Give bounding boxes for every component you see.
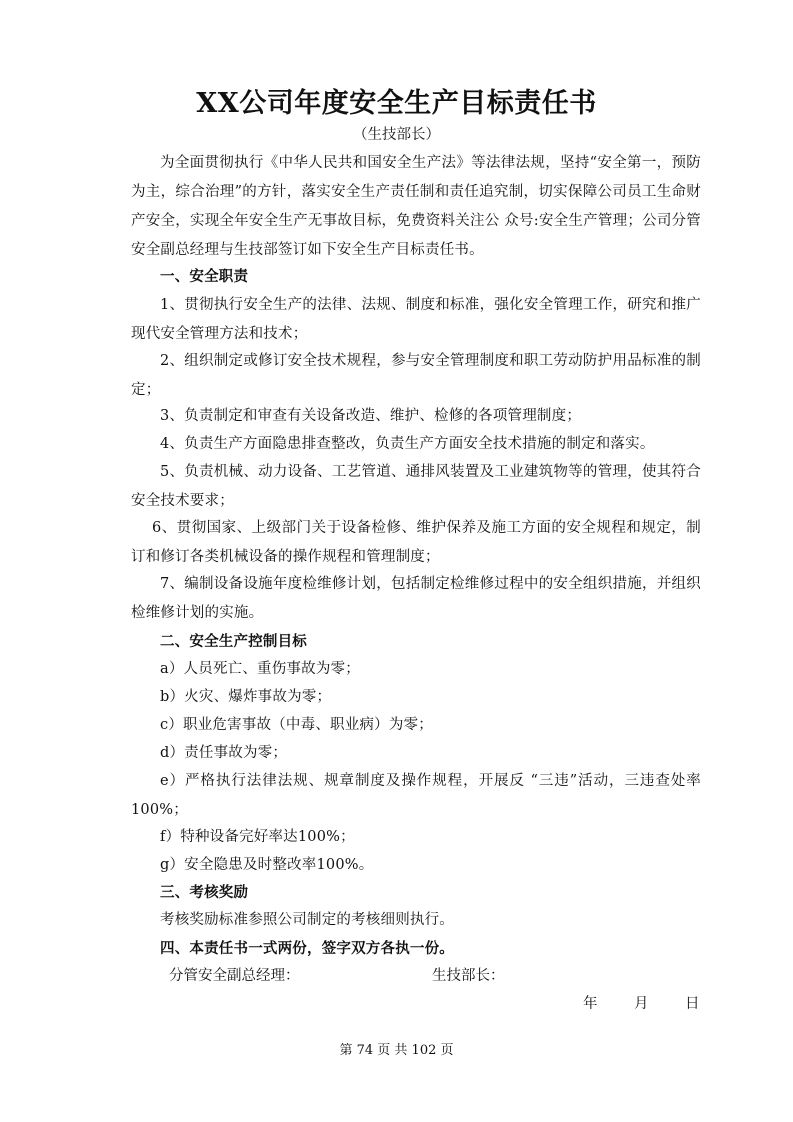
section2-item-c: c）职业危害事故（中毒、职业病）为零； [160,717,433,733]
date-month-label: 月 [634,996,649,1012]
section3-text: 考核奖励标准参照公司制定的考核细则执行。 [160,912,454,928]
section3-heading: 三、考核奖励 [160,884,249,901]
section4-heading: 四、本责任书一式两份，签字双方各执一份。 [160,940,454,957]
section1-item-5: 5、负责机械、动力设备、工艺管道、通排风装置及工业建筑物等的管理，使其符合安全技术要求； [131,464,701,509]
section2-item-f: f）特种设备完好率达100%； [160,829,355,845]
section2-item-b: b）火灾、爆炸事故为零； [160,689,332,705]
date-day-label: 日 [685,996,700,1012]
section1-item-3: 3、负责制定和审查有关设备改造、维护、检修的各项管理制度； [160,408,582,424]
section2-item-d: d）责任事故为零； [160,745,288,761]
section2-item-e: e）严格执行法律法规、规章制度及操作规程，开展反 “三违”活动，三违查处率100%； [131,773,701,818]
section1-item-1: 1、贯彻执行安全生产的法律、法规、制度和标准，强化安全管理工作，研究和推广现代安全管理方法和技术； [131,297,701,342]
page-footer: 第 74 页 共 102 页 [339,1043,454,1058]
signature-deputy-label: 分管安全副总经理： [169,968,300,984]
section1-heading: 一、安全职责 [160,268,249,285]
section1-item-2: 2、组织制定或修订安全技术规程，参与安全管理制度和职工劳动防护用品标准的制定； [131,353,701,398]
section1-item-6: 6、贯彻国家、上级部门关于设备检修、维护保养及施工方面的安全规程和规定，制订和修订各类机械设备的操作规程和管理制度； [131,520,701,565]
section1-item-4: 4、负责生产方面隐患排查整改，负责生产方面安全技术措施的制定和落实。 [160,436,655,452]
document-title: XX公司年度安全生产目标责任书 [196,88,597,119]
section2-item-a: a）人员死亡、重伤事故为零； [160,661,360,677]
signature-minister-label: 生技部长： [432,968,505,984]
date-year-label: 年 [583,996,598,1012]
section2-item-g: g）安全隐患及时整改率100%。 [160,857,374,873]
document-subtitle: （生技部长） [353,127,440,143]
intro-paragraph: 为全面贯彻执行《中华人民共和国安全生产法》等法律法规，坚持“安全第一，预防为主，综合治理”的方针，落实安全生产责任制和责任追究制，切实保障公司员工生命财产安全，实现全年安全生产无事故目标，免费资料关注公 众号:安全生产管理；公司分管安全副总经理与生技部签订如下安全生产目标责任书。 [131,155,701,258]
section2-heading: 二、安全生产控制目标 [160,633,307,650]
section1-item-7: 7、编制设备设施年度检维修计划，包括制定检维修过程中的安全组织措施，并组织检维修计划的实施。 [131,576,701,621]
